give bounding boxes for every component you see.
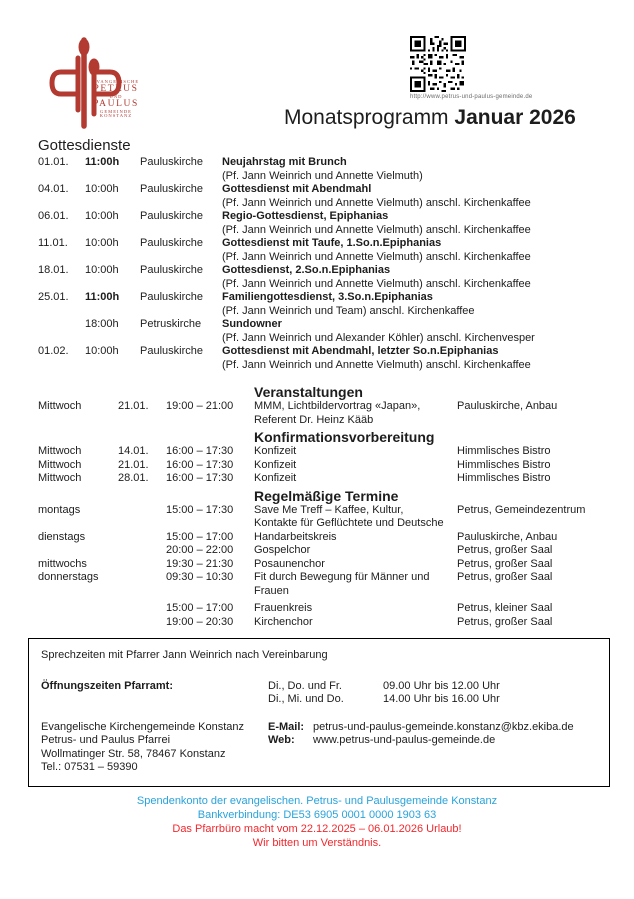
event-location: Petrus, großer Saal xyxy=(457,557,553,570)
service-title: Gottesdienst mit Abendmahl, letzter So.n.Epiphanias xyxy=(222,345,499,357)
contact-web xyxy=(268,734,597,748)
info-box xyxy=(28,638,610,787)
service-time: 18:00h xyxy=(85,318,119,330)
services-heading: Gottesdienste xyxy=(38,137,131,154)
office-hours-times: 14.00 Uhr bis 16.00 Uhr xyxy=(383,693,500,705)
service-time: 10:00h xyxy=(85,345,119,357)
office-hours-days: Di., Mi. und Do. xyxy=(268,693,344,705)
email-value: petrus-und-paulus-gemeinde.konstanz@kbz.ekiba.de xyxy=(313,720,574,733)
event-day: Mittwoch xyxy=(38,400,82,412)
service-presider: (Pf. Jann Weinrich und Annette Vielmuth) anschl. Kirchenkaffee xyxy=(222,250,531,263)
event-time: 19:30 – 21:30 xyxy=(166,557,234,570)
service-title: Sundowner xyxy=(222,318,282,330)
service-row xyxy=(38,210,610,237)
service-title: Gottesdienst, 2.So.n.Epiphanias xyxy=(222,264,391,276)
services-table xyxy=(38,156,610,372)
office-hours-label: Öffnungszeiten Pfarramt: xyxy=(41,679,174,692)
service-row xyxy=(38,156,610,183)
service-location: Pauluskirche xyxy=(140,345,203,357)
event-row xyxy=(38,571,610,598)
service-time: 11:00h xyxy=(85,156,120,168)
event-location: Pauluskirche, Anbau xyxy=(457,400,558,412)
event-day: dienstags xyxy=(38,530,86,543)
event-time: 15:00 – 17:00 xyxy=(166,602,234,614)
event-day: Mittwoch xyxy=(38,445,82,457)
page-title xyxy=(284,106,576,130)
service-date: 01.01. xyxy=(38,156,69,168)
service-presider: (Pf. Jann Weinrich und Team) anschl. Kirchenkaffee xyxy=(222,304,475,317)
service-row xyxy=(38,264,610,291)
event-location: Petrus, großer Saal xyxy=(457,615,553,628)
qr-block xyxy=(410,36,570,101)
service-presider: (Pf. Jann Weinrich und Annette Vielmuth) anschl. Kirchenkaffee xyxy=(222,277,531,290)
service-location: Petruskirche xyxy=(140,318,202,330)
service-location: Pauluskirche xyxy=(140,210,203,222)
event-location: Pauluskirche, Anbau xyxy=(457,530,558,543)
consultation-note: Sprechzeiten mit Pfarrer Jann Weinrich nach Vereinbarung xyxy=(41,649,328,661)
service-title: Neujahrstag mit Brunch xyxy=(222,156,347,168)
event-description: Konfizeit xyxy=(254,458,297,471)
event-description: Gospelchor xyxy=(254,544,311,556)
footer-notes xyxy=(0,794,634,850)
event-location: Petrus, Gemeindezentrum xyxy=(457,503,586,516)
logo-line: PETRUS xyxy=(93,83,139,94)
service-date: 06.01. xyxy=(38,210,69,222)
service-time: 10:00h xyxy=(85,264,119,276)
event-location: Petrus, großer Saal xyxy=(457,571,553,583)
contact-email xyxy=(268,721,597,735)
web-value: www.petrus-und-paulus-gemeinde.de xyxy=(313,734,496,746)
event-description: Save Me Treff – Kaffee, Kultur, Kontakte für Geflüchtete und Deutsche xyxy=(254,503,444,529)
event-time: 19:00 – 20:30 xyxy=(166,615,234,628)
parish-contact xyxy=(41,721,597,775)
address-line: Petrus- und Paulus Pfarrei xyxy=(41,734,171,746)
logo-line: KONSTANZ xyxy=(99,113,133,119)
event-row xyxy=(38,602,610,616)
donation-account-line: Spendenkonto der evangelischen. Petrus- und Paulusgemeinde Konstanz xyxy=(136,794,498,807)
parish-online-contact xyxy=(268,721,597,775)
service-time: 11:00h xyxy=(85,291,120,303)
service-location: Pauluskirche xyxy=(140,291,203,303)
qr-code-icon xyxy=(410,36,570,92)
web-label: Web: xyxy=(268,734,295,746)
event-description: Konfizeit xyxy=(254,445,297,457)
address-line: Tel.: 07531 – 59390 xyxy=(41,761,138,773)
service-presider: (Pf. Jann Weinrich und Alexander Köhler) anschl. Kirchenvesper xyxy=(222,331,535,344)
event-time: 09:30 – 10:30 xyxy=(166,571,234,583)
logo-line: GEMEINDE xyxy=(100,108,132,114)
event-row xyxy=(38,459,610,473)
page-title-month: Januar 2026 xyxy=(454,106,576,129)
service-time: 10:00h xyxy=(85,237,119,249)
event-description: Posaunenchor xyxy=(254,557,325,570)
service-date: 04.01. xyxy=(38,183,69,195)
logo-line: EVANGELISCHE xyxy=(92,79,140,84)
office-hours-days: Di., Do. und Fr. xyxy=(268,679,342,692)
service-title: Gottesdienst mit Abendmahl xyxy=(222,183,372,195)
program-content xyxy=(38,137,610,850)
service-time: 10:00h xyxy=(85,210,119,222)
service-row xyxy=(38,291,610,318)
event-row xyxy=(38,558,610,572)
address-line: Evangelische Kirchengemeinde Konstanz xyxy=(41,720,245,733)
event-location: Himmlisches Bistro xyxy=(457,458,551,471)
service-time: 10:00h xyxy=(85,183,119,195)
understanding-note: Wir bitten um Verständnis. xyxy=(252,836,382,849)
event-time: 20:00 – 22:00 xyxy=(166,544,234,556)
event-row xyxy=(38,531,610,545)
event-location: Himmlisches Bistro xyxy=(457,472,551,484)
event-time: 15:00 – 17:00 xyxy=(166,530,234,543)
event-description: Konfizeit xyxy=(254,472,297,484)
service-row xyxy=(38,345,610,372)
event-date: 28.01. xyxy=(118,472,149,484)
service-presider: (Pf. Jann Weinrich und Annette Vielmuth) anschl. Kirchenkaffee xyxy=(222,358,531,371)
event-time: 16:00 – 17:30 xyxy=(166,445,234,457)
office-hours-times: 09.00 Uhr bis 12.00 Uhr xyxy=(383,679,500,692)
office-hours xyxy=(41,680,597,707)
event-location: Petrus, großer Saal xyxy=(457,544,553,556)
qr-caption: http://www.petrus-und-paulus-gemeinde.de xyxy=(410,94,533,100)
service-location: Pauluskirche xyxy=(140,264,203,276)
event-row xyxy=(38,616,610,630)
service-row xyxy=(38,183,610,210)
event-day: Mittwoch xyxy=(38,472,82,484)
event-description: Fit durch Bewegung für Männer und Frauen xyxy=(254,571,430,597)
event-description: MMM, Lichtbildervortrag «Japan», Referent Dr. Heinz Kääb xyxy=(254,400,421,426)
events-area xyxy=(38,384,610,629)
service-presider: (Pf. Jann Weinrich und Annette Vielmuth) xyxy=(222,169,423,182)
section-heading-veranstaltungen: Veranstaltungen xyxy=(254,384,363,400)
event-day: montags xyxy=(38,503,81,516)
event-row xyxy=(38,544,610,558)
logo-wordmark xyxy=(88,80,144,119)
service-location: Pauluskirche xyxy=(140,237,203,249)
event-description: Kirchenchor xyxy=(254,615,313,628)
event-time: 19:00 – 21:00 xyxy=(166,400,234,412)
service-date: 01.02. xyxy=(38,345,69,357)
bank-account-line: Bankverbindung: DE53 6905 0001 0000 1903 63 xyxy=(197,808,437,821)
logo-line: PAULUS xyxy=(93,98,139,109)
office-closure-notice: Das Pfarrbüro macht vom 22.12.2025 – 06.01.2026 Urlaub! xyxy=(172,822,462,835)
service-date: 25.01. xyxy=(38,291,69,303)
service-title: Regio-Gottesdienst, Epiphanias xyxy=(222,210,389,222)
event-description: Frauenkreis xyxy=(254,602,313,614)
event-day: donnerstags xyxy=(38,571,99,583)
event-location: Petrus, kleiner Saal xyxy=(457,602,553,614)
service-location: Pauluskirche xyxy=(140,156,203,168)
event-time: 16:00 – 17:30 xyxy=(166,458,234,471)
service-date: 11.01. xyxy=(38,237,68,249)
event-time: 16:00 – 17:30 xyxy=(166,472,234,484)
event-date: 21.01. xyxy=(118,400,149,412)
event-description: Handarbeitskreis xyxy=(254,530,337,543)
event-row xyxy=(38,472,610,486)
event-row xyxy=(38,400,610,427)
service-presider: (Pf. Jann Weinrich und Annette Vielmuth) anschl. Kirchenkaffee xyxy=(222,223,531,236)
logo-line: UND xyxy=(109,93,123,99)
page-title-prefix: Monatsprogramm xyxy=(284,106,455,129)
service-row xyxy=(38,237,610,264)
event-row xyxy=(38,445,610,459)
service-date: 18.01. xyxy=(38,264,69,276)
section-heading-konfirmationsvorbereitung: Konfirmationsvorbereitung xyxy=(254,429,435,445)
event-row xyxy=(38,504,610,531)
event-date: 21.01. xyxy=(118,458,149,471)
email-label: E-Mail: xyxy=(268,720,305,733)
church-logo xyxy=(38,34,148,126)
event-time: 15:00 – 17:30 xyxy=(166,503,234,516)
address-line: Wollmatinger Str. 58, 78467 Konstanz xyxy=(41,747,226,760)
event-location: Himmlisches Bistro xyxy=(457,445,551,457)
event-day: Mittwoch xyxy=(38,458,82,471)
parish-address xyxy=(41,721,268,775)
service-presider: (Pf. Jann Weinrich und Annette Vielmuth) anschl. Kirchenkaffee xyxy=(222,196,531,209)
event-date: 14.01. xyxy=(118,445,149,457)
service-title: Gottesdienst mit Taufe, 1.So.n.Epiphanias xyxy=(222,237,442,249)
service-title: Familiengottesdienst, 3.So.n.Epiphanias xyxy=(222,291,433,303)
service-row xyxy=(38,318,610,345)
event-day: mittwochs xyxy=(38,557,87,570)
section-heading-regelmaessige-termine: Regelmäßige Termine xyxy=(254,487,399,504)
service-location: Pauluskirche xyxy=(140,183,203,195)
